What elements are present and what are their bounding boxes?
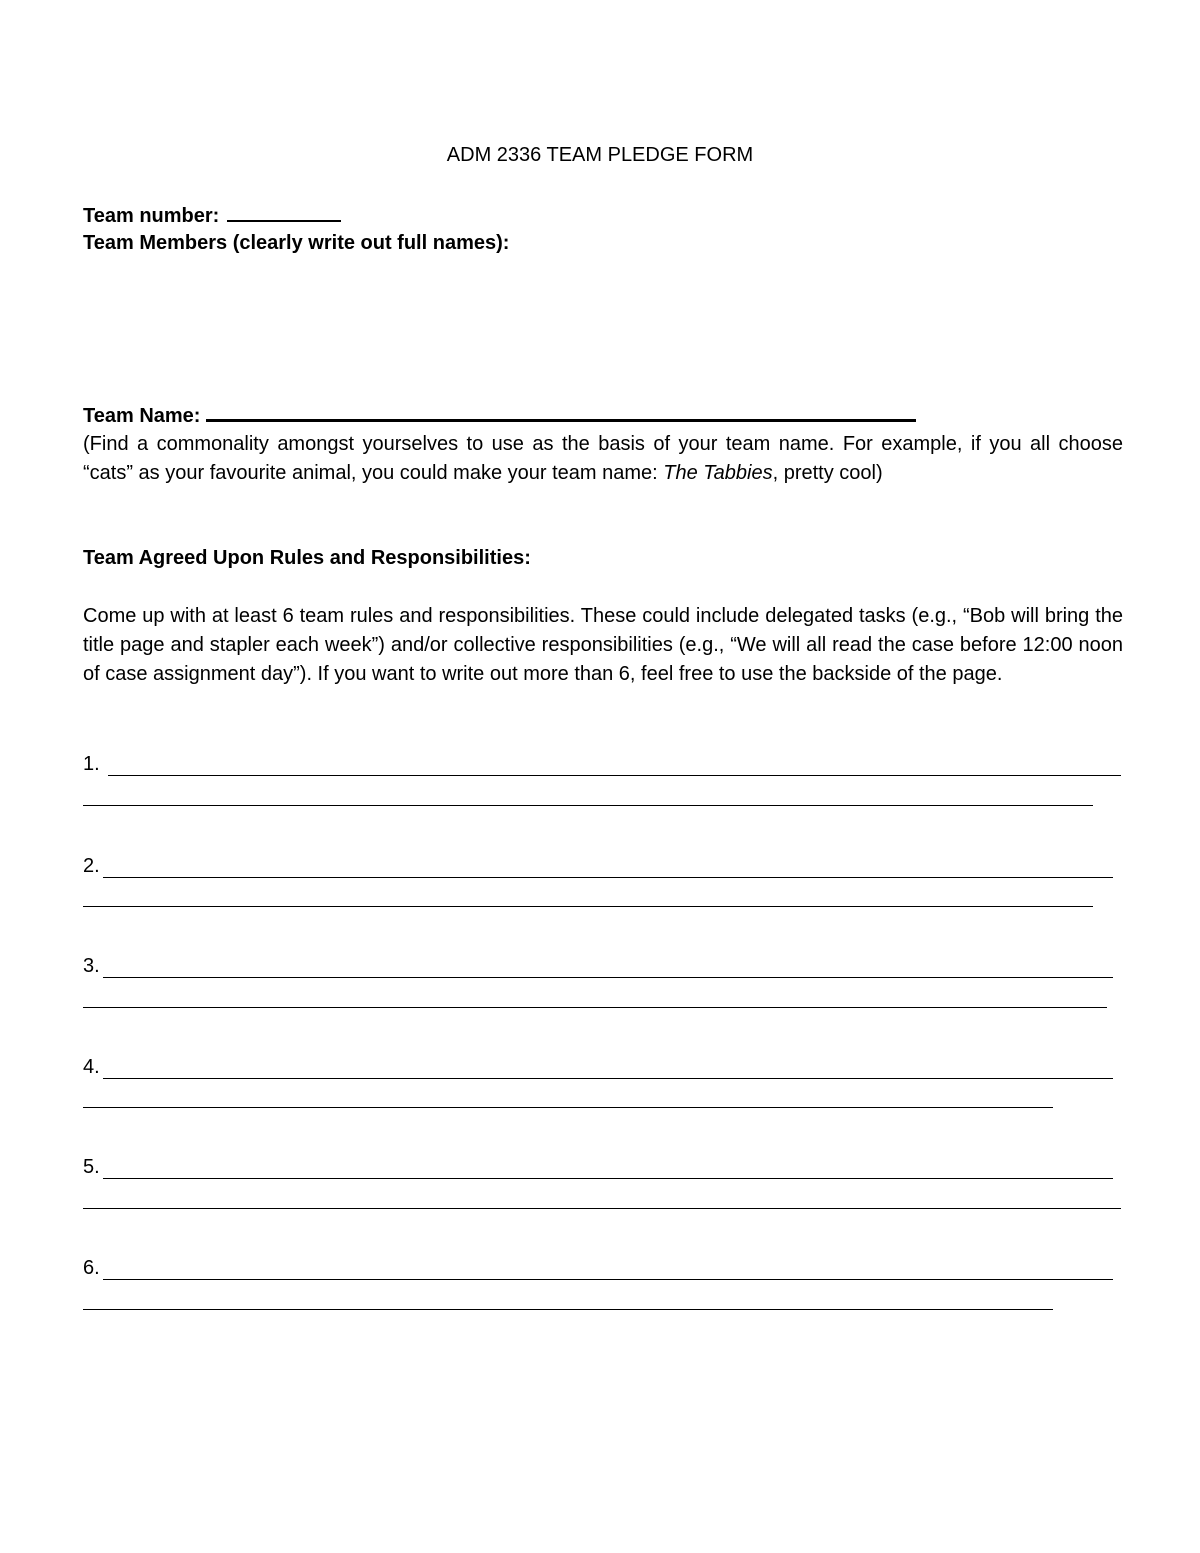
team-name-hint [83, 430, 1123, 488]
rule-5-number: 5. [83, 1156, 100, 1178]
page-title: ADM 2336 TEAM PLEDGE FORM [446, 144, 754, 166]
rule-1-number: 1. [83, 753, 100, 775]
rule-3-line-1[interactable] [103, 977, 1113, 978]
team-name-hint-text: (Find a commonality amongst yourselves to use as the basis of your team name. For example, if you all choose “cats” as your favourite animal, you could make your team name: [83, 433, 1123, 484]
team-name-example: The Tabbies [663, 462, 773, 484]
team-name-field[interactable] [206, 400, 916, 422]
rule-5-line-2[interactable] [83, 1208, 1121, 1209]
rules-heading: Team Agreed Upon Rules and Responsibilities: [83, 547, 531, 569]
rule-5-line-1[interactable] [103, 1178, 1113, 1179]
rule-2-number: 2. [83, 855, 100, 877]
rule-1-line-1[interactable] [108, 775, 1121, 776]
team-number-field[interactable] [227, 200, 341, 222]
team-members-label: Team Members (clearly write out full names): [83, 232, 510, 254]
rule-1-line-2[interactable] [83, 805, 1093, 806]
team-number-label: Team number: [83, 205, 220, 227]
rule-6-line-1[interactable] [103, 1279, 1113, 1280]
rule-4-line-1[interactable] [103, 1078, 1113, 1079]
rule-6-line-2[interactable] [83, 1309, 1053, 1310]
rule-4-number: 4. [83, 1056, 100, 1078]
team-number-row [83, 200, 341, 230]
team-name-hint-suffix: , pretty cool) [772, 462, 883, 484]
rule-2-line-1[interactable] [103, 877, 1113, 878]
rule-2-line-2[interactable] [83, 906, 1093, 907]
rule-6-number: 6. [83, 1257, 100, 1279]
rule-3-line-2[interactable] [83, 1007, 1107, 1008]
rule-4-line-2[interactable] [83, 1107, 1053, 1108]
rule-3-number: 3. [83, 955, 100, 977]
team-name-label: Team Name: [83, 405, 201, 427]
rules-instructions: Come up with at least 6 team rules and responsibilities. These could include delegated tasks (e.g., “Bob will bring the title page and stapler each week”) and/or collective responsibilities (e.g., “We will all read the case before 12:00 noon of case assignment day”). If you want to write out more than 6, feel free to use the backside of the page. [83, 605, 1123, 685]
team-name-row [83, 400, 916, 430]
